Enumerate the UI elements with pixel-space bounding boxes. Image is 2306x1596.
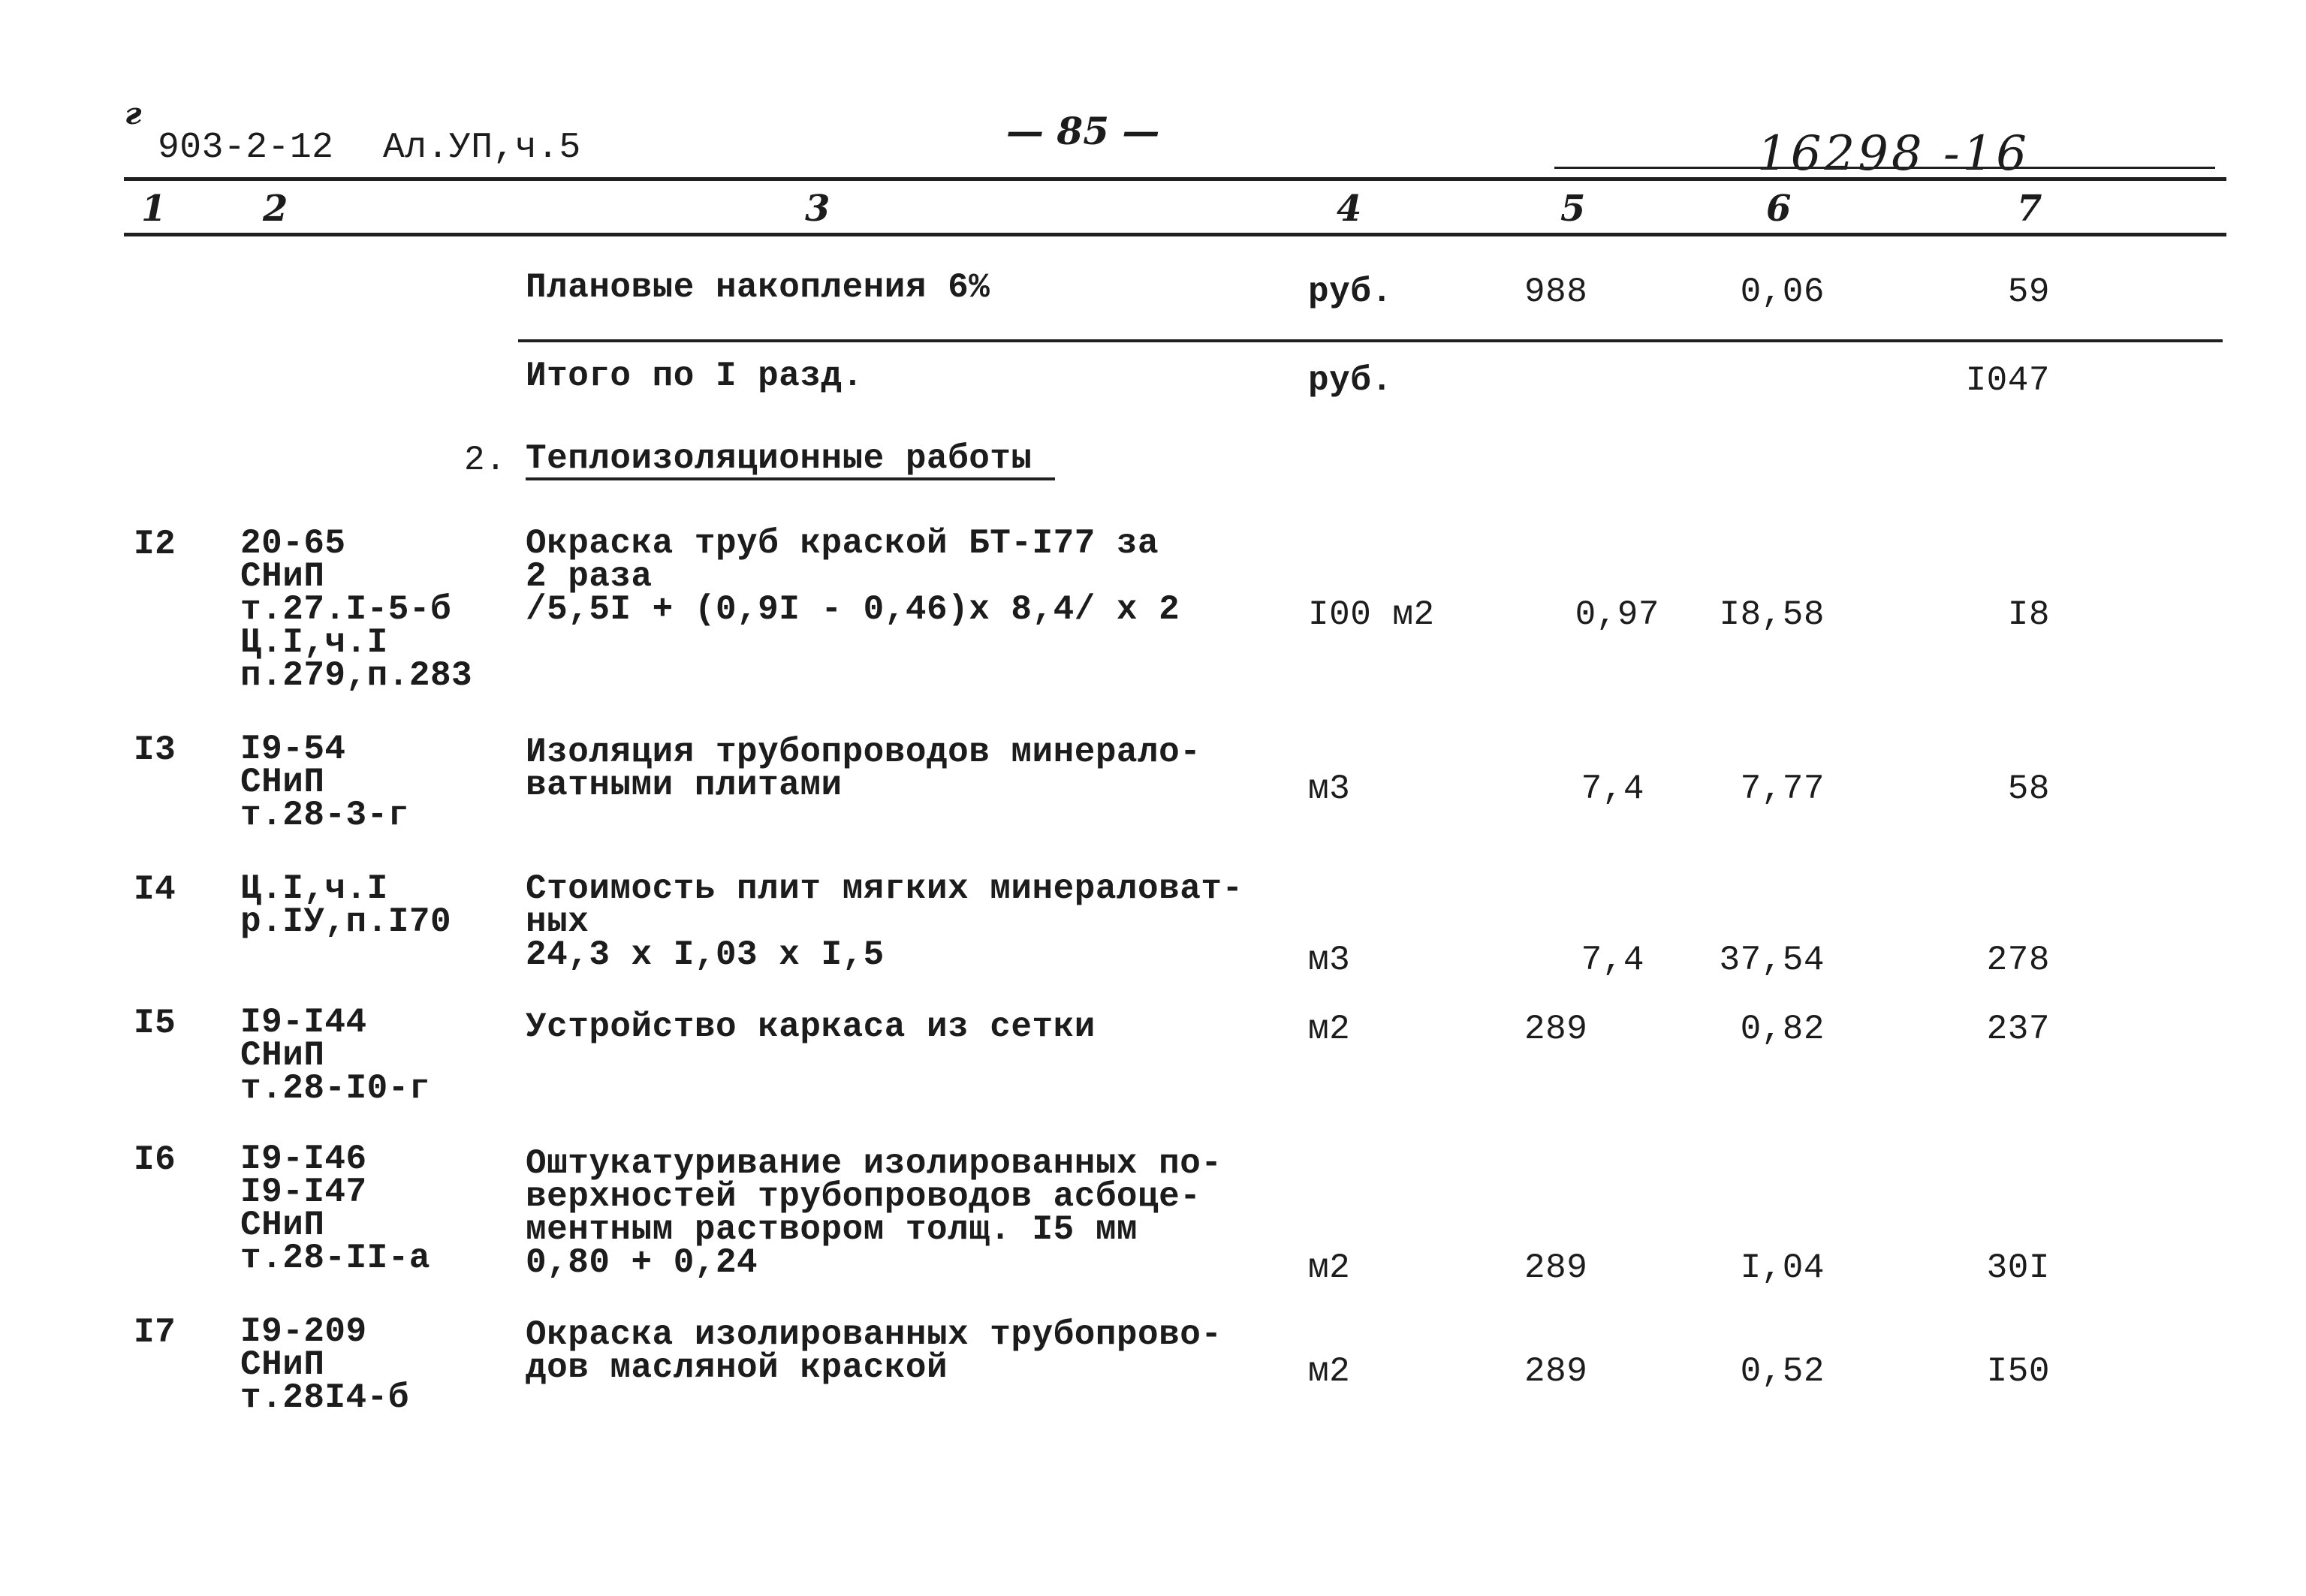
row-15-reference (240, 1003, 430, 1108)
reference-line: I9-I44 (240, 1003, 367, 1042)
row-17-number: I7 (134, 1313, 176, 1352)
description-line: дов масляной краской (526, 1348, 948, 1387)
row-15-unit: м2 (1308, 1010, 1351, 1049)
summary-qty: 988 (1524, 273, 1588, 312)
row-13-unit: м3 (1308, 769, 1351, 809)
reference-line: т.27.I-5-б (240, 590, 452, 629)
description-line: Изоляция трубопроводов минерало- (526, 733, 1201, 772)
header-rule-top-thin (1554, 167, 2215, 169)
reference-line: I9-I46 (240, 1140, 367, 1179)
reference-line: т.28-II-а (240, 1239, 430, 1278)
row-12-qty: 0,97 (1575, 595, 1659, 634)
row-15-qty: 289 (1524, 1010, 1588, 1049)
document-code: 903-2-12 (158, 128, 334, 168)
page-number: — 85 — (1006, 109, 1160, 153)
reference-line: СНиП (240, 763, 325, 802)
description-line: 2 раза (526, 557, 653, 596)
subtotal-description: Итого по I разд. (526, 357, 864, 396)
reference-line: п.279,п.283 (240, 656, 473, 695)
row-15-price: 0,82 (1740, 1010, 1825, 1049)
row-14-qty: 7,4 (1581, 941, 1644, 980)
description-line: Окраска труб краской БТ-I77 за (526, 524, 1159, 563)
reference-line: Ц.I,ч.I (240, 869, 388, 908)
description-line: ных (526, 902, 589, 941)
row-16-total: 30I (1986, 1248, 2050, 1287)
row-14-reference (240, 869, 452, 941)
description-line: 0,80 + 0,24 (526, 1243, 758, 1282)
row-12-reference (240, 524, 473, 695)
column-number-7: 7 (2017, 188, 2042, 230)
row-12-total: I8 (2007, 595, 2050, 634)
row-14-number: I4 (134, 870, 176, 909)
summary-total: 59 (2007, 273, 2050, 312)
subtotal-total: I047 (1965, 361, 2050, 400)
description-line: Устройство каркаса из сетки (526, 1007, 1096, 1046)
reference-line: СНиП (240, 1206, 325, 1245)
header-rule-top (124, 177, 2226, 181)
reference-line: т.28-I0-г (240, 1069, 430, 1108)
row-15-number: I5 (134, 1004, 176, 1043)
reference-line: Ц.I,ч.I (240, 623, 388, 662)
row-16-price: I,04 (1740, 1248, 1825, 1287)
description-line: верхностей трубопроводов асбоце- (526, 1177, 1201, 1216)
subtotal-unit: руб. (1308, 361, 1393, 400)
row-16-description (526, 1144, 1222, 1282)
reference-line: СНиП (240, 1036, 325, 1075)
description-line: Окраска изолированных трубопрово- (526, 1315, 1222, 1354)
row-14-unit: м3 (1308, 941, 1351, 980)
reference-line: СНиП (240, 557, 325, 596)
reference-line: р.IУ,п.I70 (240, 902, 452, 941)
row-15-total: 237 (1986, 1010, 2050, 1049)
reference-line: т.28-3-г (240, 796, 409, 835)
summary-rule (518, 339, 2223, 342)
section-number: 2. (464, 441, 507, 480)
row-16-qty: 289 (1524, 1248, 1588, 1287)
header-rule-bottom (124, 233, 2226, 236)
section-title: Теплоизоляционные работы (526, 441, 1055, 480)
row-12-price: I8,58 (1719, 595, 1825, 634)
row-17-total: I50 (1986, 1352, 2050, 1391)
row-14-description (526, 869, 1243, 974)
row-12-unit: I00 м2 (1308, 595, 1435, 634)
column-number-1: 1 (141, 188, 167, 230)
row-13-number: I3 (134, 730, 176, 769)
row-17-qty: 289 (1524, 1352, 1588, 1391)
row-13-reference (240, 730, 409, 835)
description-line: Оштукатуривание изолированных по- (526, 1144, 1222, 1183)
row-13-qty: 7,4 (1581, 769, 1644, 809)
row-17-unit: м2 (1308, 1352, 1351, 1391)
row-12-number: I2 (134, 525, 176, 564)
summary-description: Плановые накопления 6% (526, 268, 990, 307)
corner-mark: г (125, 96, 142, 131)
description-line: Стоимость плит мягких минераловат- (526, 869, 1243, 908)
album-reference: Ал.УП,ч.5 (383, 128, 581, 168)
row-16-reference (240, 1140, 430, 1278)
reference-line: I9-209 (240, 1312, 367, 1351)
column-number-2: 2 (263, 188, 288, 230)
summary-unit: руб. (1308, 273, 1393, 312)
row-13-price: 7,77 (1740, 769, 1825, 809)
description-line: ватными плитами (526, 766, 843, 805)
summary-price: 0,06 (1740, 273, 1825, 312)
column-number-5: 5 (1560, 188, 1586, 230)
description-line: 24,3 x I,03 x I,5 (526, 935, 885, 974)
row-17-reference (240, 1312, 409, 1417)
row-14-total: 278 (1986, 941, 2050, 980)
reference-line: I9-54 (240, 730, 346, 769)
row-12-description (526, 524, 1180, 629)
reference-line: 20-65 (240, 524, 346, 563)
row-14-price: 37,54 (1719, 941, 1825, 980)
reference-line: I9-I47 (240, 1173, 367, 1212)
column-number-3: 3 (805, 188, 830, 230)
row-17-price: 0,52 (1740, 1352, 1825, 1391)
column-number-4: 4 (1337, 188, 1362, 230)
row-13-total: 58 (2007, 769, 2050, 809)
reference-line: т.28I4-б (240, 1378, 409, 1417)
row-17-description (526, 1315, 1222, 1387)
description-line: /5,5I + (0,9I - 0,46)x 8,4/ x 2 (526, 590, 1180, 629)
reference-line: СНиП (240, 1345, 325, 1384)
row-16-number: I6 (134, 1140, 176, 1179)
row-15-description (526, 1007, 1096, 1046)
description-line: ментным раствором толщ. I5 мм (526, 1210, 1138, 1249)
sheet-code: 16298 -16 (1757, 126, 2030, 182)
column-number-6: 6 (1766, 188, 1792, 230)
row-16-unit: м2 (1308, 1248, 1351, 1287)
row-13-description (526, 733, 1201, 805)
